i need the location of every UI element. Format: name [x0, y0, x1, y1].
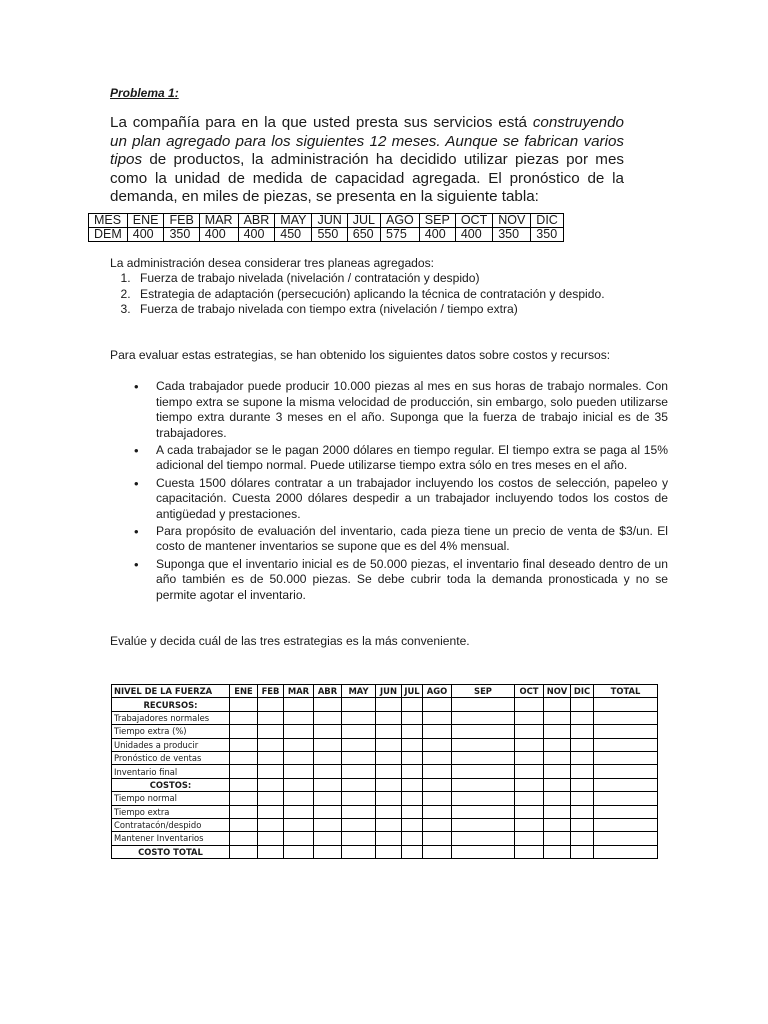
table-row — [112, 711, 658, 724]
demand-cell: 400 — [199, 228, 238, 242]
grid-empty-cell — [284, 725, 314, 738]
grid-empty-cell — [423, 711, 452, 724]
demand-cell: 350 — [531, 228, 564, 242]
grid-empty-cell — [314, 751, 342, 764]
grid-empty-cell — [342, 845, 376, 858]
grid-empty-cell — [258, 805, 284, 818]
intro-text-italic: construyendo un plan agregado para los siguientes 12 meses. Aunque se fabrican varios tipos — [110, 114, 624, 168]
grid-empty-cell — [515, 832, 544, 845]
grid-empty-cell — [402, 805, 423, 818]
grid-header-cell: SEP — [452, 685, 515, 698]
grid-header-cell: AGO — [423, 685, 452, 698]
list-item: 1. Fuerza de trabajo nivelada (nivelación / contratación y despido) — [134, 271, 646, 287]
grid-empty-cell — [452, 778, 515, 791]
table-row — [112, 832, 658, 845]
grid-empty-cell — [314, 765, 342, 778]
demand-cell: DEM — [89, 228, 128, 242]
grid-empty-cell — [376, 845, 402, 858]
grid-empty-cell — [423, 725, 452, 738]
grid-header-cell: OCT — [515, 685, 544, 698]
grid-empty-cell — [594, 805, 658, 818]
grid-empty-cell — [230, 805, 258, 818]
grid-empty-cell — [452, 818, 515, 831]
grid-row-label: Trabajadores normales — [112, 711, 230, 724]
grid-empty-cell — [402, 778, 423, 791]
grid-header-cell: JUN — [376, 685, 402, 698]
grid-empty-cell — [452, 711, 515, 724]
grid-empty-cell — [284, 751, 314, 764]
grid-empty-cell — [376, 805, 402, 818]
grid-empty-cell — [284, 792, 314, 805]
strategy-grid — [111, 684, 658, 859]
demand-values-row — [89, 228, 564, 242]
grid-empty-cell — [376, 792, 402, 805]
grid-empty-cell — [544, 751, 571, 764]
table-row — [112, 805, 658, 818]
demand-header-row — [89, 214, 564, 228]
demand-cell: SEP — [419, 214, 455, 228]
grid-header-cell: MAY — [342, 685, 376, 698]
grid-row-label: COSTO TOTAL — [112, 845, 230, 858]
grid-empty-cell — [258, 751, 284, 764]
grid-empty-cell — [342, 751, 376, 764]
grid-empty-cell — [230, 698, 258, 711]
grid-empty-cell — [284, 738, 314, 751]
grid-empty-cell — [594, 711, 658, 724]
demand-cell: 575 — [381, 228, 420, 242]
intro-text-3: de productos, la administración ha decidido utilizar piezas por mes como la unidad de medida de capacidad agregada. El pronóstico de la demanda, en miles de piezas, se presenta en la siguiente tabla: — [110, 151, 624, 205]
grid-empty-cell — [452, 698, 515, 711]
grid-empty-cell — [284, 832, 314, 845]
grid-empty-cell — [423, 792, 452, 805]
list-item: • Cada trabajador puede producir 10.000 piezas al mes en sus horas de trabajo normales. Con tiempo extra se supone la misma velocidad de producción, sin embargo, solo pueden utilizarse tiempo extra durante 3 meses en el año. Suponga que la fuerza de trabajo inicial es de 35 trabajadores. — [156, 379, 668, 441]
table-row — [112, 845, 658, 858]
grid-empty-cell — [314, 832, 342, 845]
grid-empty-cell — [571, 778, 594, 791]
grid-empty-cell — [402, 818, 423, 831]
grid-empty-cell — [544, 778, 571, 791]
grid-empty-cell — [423, 698, 452, 711]
grid-empty-cell — [571, 738, 594, 751]
grid-empty-cell — [230, 778, 258, 791]
grid-empty-cell — [423, 845, 452, 858]
grid-empty-cell — [515, 778, 544, 791]
grid-empty-cell — [423, 805, 452, 818]
grid-empty-cell — [544, 698, 571, 711]
grid-header-cell: DIC — [571, 685, 594, 698]
grid-empty-cell — [423, 738, 452, 751]
grid-empty-cell — [544, 738, 571, 751]
demand-cell: JUL — [347, 214, 380, 228]
grid-empty-cell — [571, 765, 594, 778]
grid-header-cell: FEB — [258, 685, 284, 698]
grid-empty-cell — [258, 778, 284, 791]
grid-empty-cell — [314, 792, 342, 805]
grid-empty-cell — [544, 711, 571, 724]
demand-cell: 400 — [238, 228, 275, 242]
grid-empty-cell — [314, 805, 342, 818]
demand-cell: 650 — [347, 228, 380, 242]
list-item: • Cuesta 1500 dólares contratar a un trabajador incluyendo los costos de selección, papeleo y capacitación. Cuesta 2000 dólares despedir a un trabajador incluyendo todos los costos de antigüedad y prestaciones. — [156, 476, 668, 523]
grid-empty-cell — [314, 711, 342, 724]
grid-empty-cell — [571, 845, 594, 858]
demand-cell: ENE — [127, 214, 164, 228]
table-row — [112, 778, 658, 791]
grid-empty-cell — [284, 778, 314, 791]
demand-cell: NOV — [493, 214, 531, 228]
demand-cell: 550 — [312, 228, 347, 242]
demand-table — [88, 213, 564, 242]
grid-empty-cell — [515, 751, 544, 764]
grid-empty-cell — [594, 751, 658, 764]
grid-empty-cell — [423, 778, 452, 791]
grid-empty-cell — [258, 725, 284, 738]
grid-empty-cell — [258, 738, 284, 751]
grid-row-label: Unidades a producir — [112, 738, 230, 751]
demand-cell: DIC — [531, 214, 564, 228]
grid-empty-cell — [452, 765, 515, 778]
list-item: • Para propósito de evaluación del inventario, cada pieza tiene un precio de venta de $3/un. El costo de mantener inventarios se supone que es del 4% mensual. — [156, 524, 668, 555]
grid-empty-cell — [452, 832, 515, 845]
grid-empty-cell — [402, 832, 423, 845]
grid-empty-cell — [515, 711, 544, 724]
grid-row-label: Tiempo extra (%) — [112, 725, 230, 738]
grid-empty-cell — [594, 725, 658, 738]
grid-empty-cell — [376, 818, 402, 831]
grid-empty-cell — [452, 805, 515, 818]
grid-empty-cell — [594, 832, 658, 845]
grid-empty-cell — [376, 751, 402, 764]
table-row — [112, 698, 658, 711]
grid-empty-cell — [342, 818, 376, 831]
table-row — [112, 738, 658, 751]
grid-empty-cell — [594, 765, 658, 778]
grid-empty-cell — [376, 725, 402, 738]
grid-empty-cell — [515, 765, 544, 778]
grid-empty-cell — [258, 832, 284, 845]
grid-row-label: Mantener Inventarios — [112, 832, 230, 845]
grid-empty-cell — [284, 698, 314, 711]
grid-empty-cell — [284, 765, 314, 778]
grid-empty-cell — [571, 751, 594, 764]
grid-empty-cell — [342, 805, 376, 818]
grid-empty-cell — [515, 818, 544, 831]
grid-empty-cell — [342, 832, 376, 845]
grid-empty-cell — [402, 738, 423, 751]
grid-empty-cell — [423, 832, 452, 845]
grid-empty-cell — [258, 845, 284, 858]
grid-empty-cell — [342, 738, 376, 751]
grid-empty-cell — [402, 698, 423, 711]
grid-empty-cell — [423, 765, 452, 778]
demand-cell: MAY — [275, 214, 312, 228]
grid-empty-cell — [544, 818, 571, 831]
grid-empty-cell — [423, 751, 452, 764]
grid-empty-cell — [544, 832, 571, 845]
grid-empty-cell — [594, 845, 658, 858]
grid-header-cell: TOTAL — [594, 685, 658, 698]
grid-header-cell: NIVEL DE LA FUERZA — [112, 685, 230, 698]
plans-list — [110, 271, 646, 318]
grid-row-label: RECURSOS: — [112, 698, 230, 711]
grid-empty-cell — [544, 725, 571, 738]
grid-empty-cell — [230, 725, 258, 738]
plans-lead: La administración desea considerar tres planeas agregados: — [110, 256, 435, 270]
table-row — [112, 792, 658, 805]
grid-empty-cell — [230, 738, 258, 751]
grid-empty-cell — [515, 845, 544, 858]
grid-empty-cell — [230, 765, 258, 778]
grid-empty-cell — [402, 845, 423, 858]
grid-empty-cell — [342, 778, 376, 791]
grid-header-row — [112, 685, 658, 698]
demand-cell: 400 — [419, 228, 455, 242]
grid-empty-cell — [258, 818, 284, 831]
grid-empty-cell — [342, 725, 376, 738]
grid-empty-cell — [571, 805, 594, 818]
grid-empty-cell — [452, 738, 515, 751]
grid-empty-cell — [594, 738, 658, 751]
list-item: 2. Estrategia de adaptación (persecución) aplicando la técnica de contratación y despido. — [134, 287, 646, 303]
table-row — [112, 818, 658, 831]
grid-empty-cell — [594, 818, 658, 831]
grid-empty-cell — [515, 698, 544, 711]
grid-empty-cell — [376, 698, 402, 711]
grid-empty-cell — [376, 778, 402, 791]
grid-row-label: COSTOS: — [112, 778, 230, 791]
grid-empty-cell — [423, 818, 452, 831]
grid-empty-cell — [571, 725, 594, 738]
grid-empty-cell — [544, 805, 571, 818]
grid-empty-cell — [314, 818, 342, 831]
grid-empty-cell — [571, 698, 594, 711]
grid-empty-cell — [342, 792, 376, 805]
grid-empty-cell — [314, 845, 342, 858]
grid-empty-cell — [258, 792, 284, 805]
grid-empty-cell — [515, 805, 544, 818]
grid-empty-cell — [515, 738, 544, 751]
list-item: 3. Fuerza de trabajo nivelada con tiempo extra (nivelación / tiempo extra) — [134, 302, 646, 318]
demand-cell: 450 — [275, 228, 312, 242]
grid-empty-cell — [230, 845, 258, 858]
intro-text-1: La compañía para en la que usted presta sus servicios está — [110, 114, 533, 131]
grid-empty-cell — [376, 738, 402, 751]
demand-cell: 350 — [164, 228, 199, 242]
list-item: • A cada trabajador se le pagan 2000 dólares en tiempo regular. El tiempo extra se paga al 15% adicional del tiempo normal. Puede utilizarse tiempo extra sólo en tres meses en el año. — [156, 443, 668, 474]
grid-header-cell: ENE — [230, 685, 258, 698]
grid-empty-cell — [230, 792, 258, 805]
intro-paragraph — [110, 114, 624, 207]
grid-empty-cell — [342, 711, 376, 724]
grid-empty-cell — [284, 805, 314, 818]
table-row — [112, 725, 658, 738]
grid-empty-cell — [452, 792, 515, 805]
grid-row-label: Tiempo extra — [112, 805, 230, 818]
grid-empty-cell — [230, 832, 258, 845]
problem-title: Problema 1: — [110, 86, 179, 100]
grid-empty-cell — [402, 711, 423, 724]
demand-cell: 350 — [493, 228, 531, 242]
demand-cell: 400 — [127, 228, 164, 242]
grid-empty-cell — [571, 818, 594, 831]
grid-header-cell: ABR — [314, 685, 342, 698]
data-bullets — [110, 379, 668, 605]
grid-empty-cell — [571, 792, 594, 805]
grid-empty-cell — [544, 792, 571, 805]
grid-empty-cell — [515, 792, 544, 805]
grid-empty-cell — [284, 818, 314, 831]
grid-empty-cell — [402, 725, 423, 738]
list-item: • Suponga que el inventario inicial es de 50.000 piezas, el inventario final deseado dentro de un año también es de 50.000 piezas. Se debe cubrir toda la demanda pronosticada y no se permite agotar el inventario. — [156, 557, 668, 604]
grid-empty-cell — [230, 818, 258, 831]
grid-empty-cell — [452, 751, 515, 764]
table-row — [112, 765, 658, 778]
grid-empty-cell — [230, 751, 258, 764]
grid-header-cell: JUL — [402, 685, 423, 698]
grid-empty-cell — [230, 711, 258, 724]
demand-cell: JUN — [312, 214, 347, 228]
grid-empty-cell — [452, 845, 515, 858]
grid-empty-cell — [402, 751, 423, 764]
grid-empty-cell — [314, 738, 342, 751]
demand-cell: MES — [89, 214, 128, 228]
grid-empty-cell — [314, 778, 342, 791]
grid-empty-cell — [594, 778, 658, 791]
grid-empty-cell — [258, 711, 284, 724]
grid-empty-cell — [515, 725, 544, 738]
data-lead: Para evaluar estas estrategias, se han obtenido los siguientes datos sobre costos y recursos: — [110, 348, 611, 362]
demand-cell: 400 — [455, 228, 492, 242]
grid-empty-cell — [452, 725, 515, 738]
grid-empty-cell — [342, 765, 376, 778]
grid-empty-cell — [284, 711, 314, 724]
grid-row-label: Pronóstico de ventas — [112, 751, 230, 764]
grid-header-cell: NOV — [544, 685, 571, 698]
grid-empty-cell — [376, 832, 402, 845]
grid-empty-cell — [544, 765, 571, 778]
grid-empty-cell — [402, 792, 423, 805]
demand-cell: AGO — [381, 214, 420, 228]
grid-empty-cell — [571, 832, 594, 845]
demand-cell: MAR — [199, 214, 238, 228]
grid-empty-cell — [376, 765, 402, 778]
grid-empty-cell — [402, 765, 423, 778]
grid-empty-cell — [571, 711, 594, 724]
grid-row-label: Contratacón/despido — [112, 818, 230, 831]
grid-header-cell: MAR — [284, 685, 314, 698]
grid-empty-cell — [258, 765, 284, 778]
grid-empty-cell — [314, 698, 342, 711]
closing-text: Evalúe y decida cuál de las tres estrategias es la más conveniente. — [110, 634, 470, 648]
grid-empty-cell — [314, 725, 342, 738]
grid-empty-cell — [376, 711, 402, 724]
demand-cell: ABR — [238, 214, 275, 228]
grid-row-label: Inventario final — [112, 765, 230, 778]
grid-empty-cell — [594, 792, 658, 805]
grid-empty-cell — [544, 845, 571, 858]
table-row — [112, 751, 658, 764]
demand-cell: FEB — [164, 214, 199, 228]
grid-empty-cell — [594, 698, 658, 711]
grid-empty-cell — [258, 698, 284, 711]
grid-row-label: Tiempo normal — [112, 792, 230, 805]
grid-empty-cell — [342, 698, 376, 711]
grid-empty-cell — [284, 845, 314, 858]
demand-cell: OCT — [455, 214, 492, 228]
